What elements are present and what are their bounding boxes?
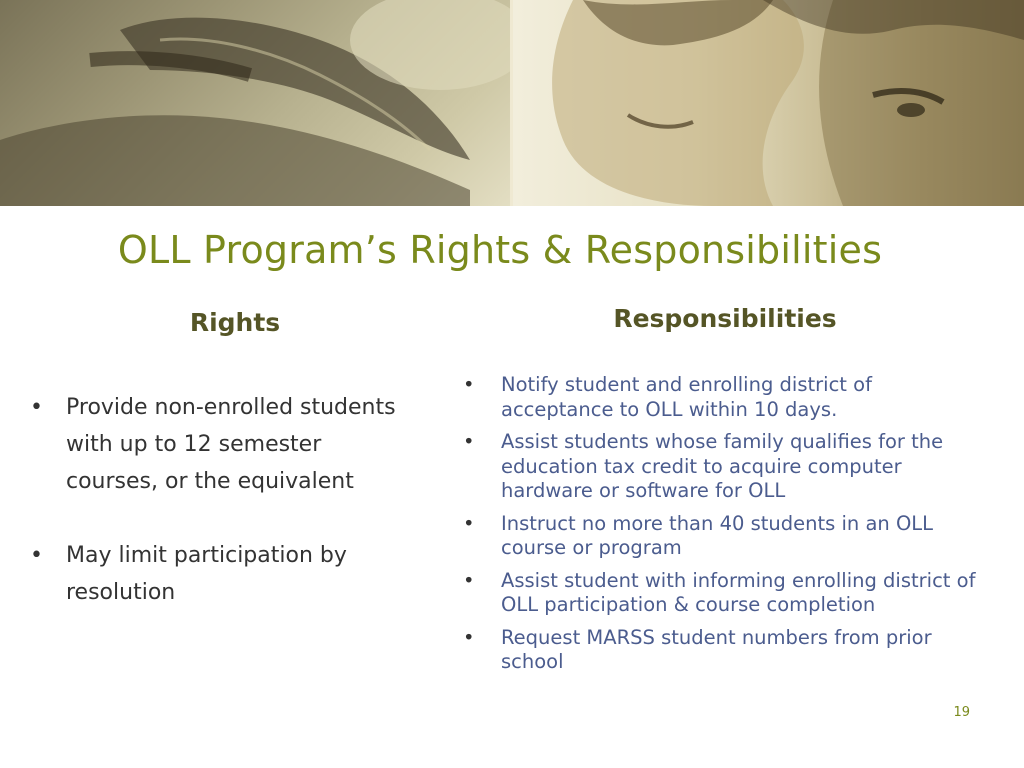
- responsibilities-item: • Notify student and enrolling district of acceptance to OLL within 10 days.: [463, 373, 983, 422]
- faces-illustration: [513, 0, 1024, 206]
- rights-item: • May limit participation by resolution: [30, 537, 420, 611]
- responsibilities-list: [463, 373, 983, 683]
- photo-faces: [513, 0, 1024, 206]
- rights-item: • Provide non-enrolled students with up to 12 semester courses, or the equivalent: [30, 389, 420, 500]
- hands-illustration: [0, 0, 510, 206]
- photo-hands-typing: [0, 0, 510, 206]
- rights-heading: Rights: [189, 308, 281, 337]
- responsibilities-item: • Assist students whose family qualifies for the education tax credit to acquire computer hardware or software for OLL: [463, 430, 983, 504]
- slide-title: OLL Program’s Rights & Responsibilities: [117, 228, 883, 272]
- rights-list: [30, 389, 420, 648]
- responsibilities-item: • Instruct no more than 40 students in an OLL course or program: [463, 512, 983, 561]
- responsibilities-item: • Request MARSS student numbers from prior school: [463, 626, 983, 675]
- responsibilities-heading: Responsibilities: [613, 304, 837, 333]
- header-photo-strip: [0, 0, 1024, 206]
- responsibilities-item: • Assist student with informing enrolling district of OLL participation & course completion: [463, 569, 983, 618]
- page-number: 19: [953, 705, 970, 720]
